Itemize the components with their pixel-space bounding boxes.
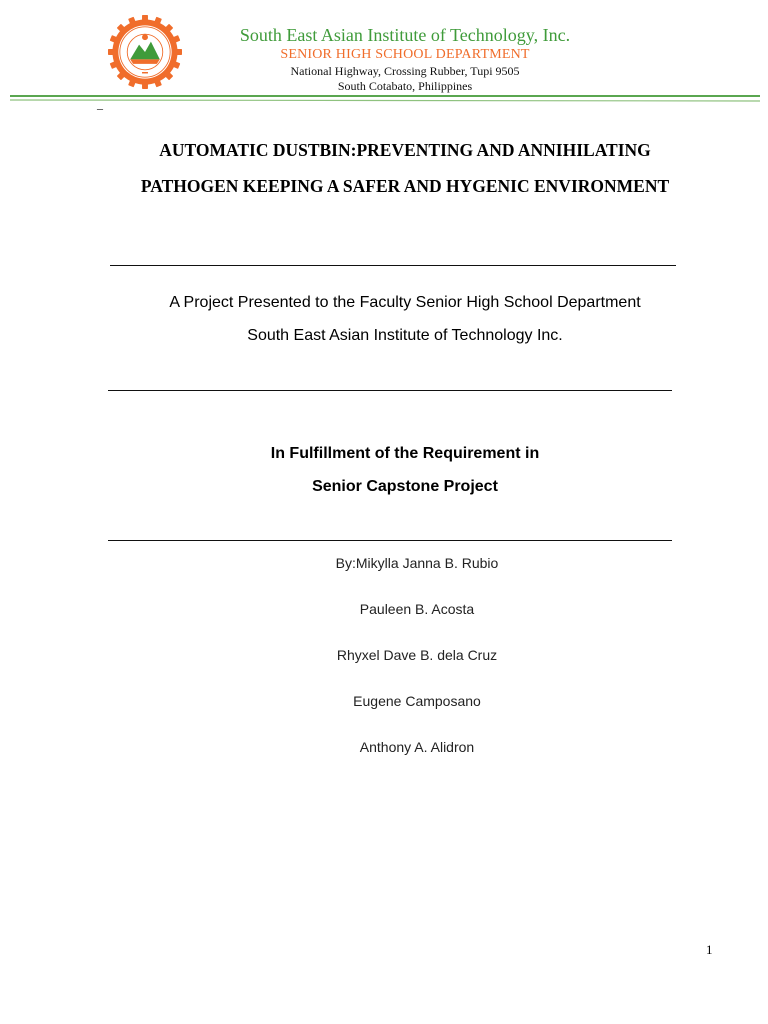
letterhead [190, 24, 620, 94]
fulfillment-line-2: Senior Capstone Project [312, 478, 498, 495]
page-number: 1 [706, 942, 713, 957]
address-line-1: National Highway, Crossing Rubber, Tupi 9505 [290, 64, 520, 78]
header-divider [0, 93, 768, 107]
divider-2 [108, 390, 672, 391]
title-line-1: AUTOMATIC DUSTBIN:PREVENTING AND ANNIHILATING [159, 140, 651, 160]
fulfillment-line-1: In Fulfillment of the Requirement in [270, 445, 540, 462]
author-4: Eugene Camposano [353, 693, 481, 709]
author-2: Pauleen B. Acosta [359, 601, 475, 617]
presented-line-1: A Project Presented to the Faculty Senior High School Department [169, 294, 641, 311]
divider-3 [108, 540, 672, 541]
school-name: South East Asian Institute of Technology, Inc. [239, 25, 571, 45]
presented-line-2: South East Asian Institute of Technology Inc. [247, 327, 563, 344]
author-1: By:Mikylla Janna B. Rubio [335, 555, 499, 571]
title-line-2: PATHOGEN KEEPING A SAFER AND HYGENIC ENVIRONMENT [140, 176, 670, 196]
school-seal-logo [108, 15, 182, 89]
divider-1 [110, 265, 676, 266]
address-line-2: South Cotabato, Philippines [337, 79, 473, 93]
dash-mark: – [97, 101, 103, 115]
author-3: Rhyxel Dave B. dela Cruz [336, 647, 498, 663]
department-name: SENIOR HIGH SCHOOL DEPARTMENT [280, 47, 530, 62]
author-5: Anthony A. Alidron [359, 739, 475, 755]
